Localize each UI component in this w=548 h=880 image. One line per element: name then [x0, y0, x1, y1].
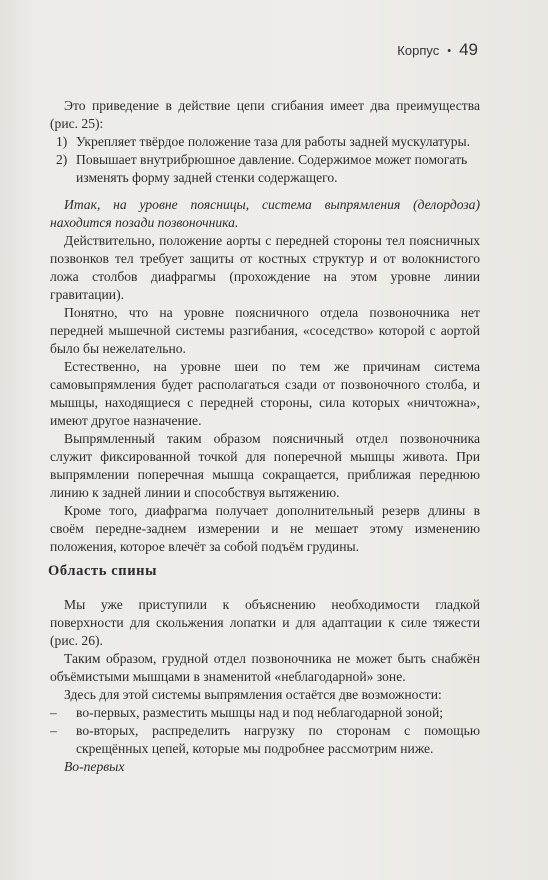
italic-tail: Во-первых	[64, 759, 125, 774]
dash-mark: –	[50, 723, 57, 738]
paragraph: Это приведение в действие цепи сгибания имеет два преимущества (рис. 25):	[50, 98, 480, 131]
paragraph: Понятно, что на уровне поясничного отдела позвоночника нет передней мышечной системы разгибания, «соседство» которой с аортой было бы нежелательно.	[50, 305, 480, 356]
dash-mark: –	[50, 705, 57, 720]
dash-item	[50, 704, 480, 722]
paragraph: Здесь для этой системы выпрямления остаётся две возможности:	[64, 687, 442, 702]
item-text: во-первых, разместить мышцы над и под неблагодарной зоной;	[76, 705, 444, 720]
item-text: во-вторых, распределить нагрузку по сторонам с помощью скрещённых цепей, которые мы подробнее рассмотрим ниже.	[76, 723, 480, 756]
paragraph: Выпрямленный таким образом поясничный отдел позвоночника служит фиксированной точкой для поперечной мышцы живота. При выпрямлении поперечная мышца сокращается, приближая переднюю линию к задней линии и способствуя вытяжению.	[50, 431, 480, 500]
header-bullet: •	[447, 45, 452, 57]
item-number: 1)	[56, 134, 68, 149]
dash-item	[50, 722, 480, 758]
italic-lead: Итак, на уровне поясницы, система выпрямления (делордоза) находится позади позвоночника.	[50, 197, 480, 230]
paragraph: Кроме того, диафрагма получает дополнительный резерв длины в своём передне-заднем измерении и не мешает этому изменению положения, которое влечёт за собой подъём грудины.	[50, 503, 480, 554]
item-text: Укрепляет твёрдое положение таза для работы задней мускулатуры.	[76, 134, 471, 149]
item-number: 2)	[56, 152, 68, 167]
paragraph: Мы уже приступили к объяснению необходимости гладкой поверхности для скольжения лопатки и для адаптации к силе тяжести (рис. 26).	[50, 597, 480, 648]
page-number: 49	[459, 40, 478, 59]
numbered-item	[50, 133, 480, 151]
paragraph: Естественно, на уровне шеи по тем же причинам система самовыпрямления будет располагаться сзади от позвоночного столба, и мышцы, находящиеся с передней стороны, сила которых «ничтожна», имеют другое назначение.	[50, 359, 480, 428]
paragraph: Таким образом, грудной отдел позвоночника не может быть снабжён объёмистыми мышцами в знаменитой «неблагодарной» зоне.	[50, 651, 480, 684]
section-heading: Область спины	[48, 563, 158, 579]
text-block-bottom	[50, 596, 480, 776]
text-block-top	[50, 97, 480, 556]
numbered-item	[50, 151, 480, 187]
running-header	[397, 40, 478, 60]
item-text: Повышает внутрибрюшное давление. Содержимое может помогать изменять форму задней стенки содержащего.	[76, 152, 468, 185]
running-title: Корпус	[397, 43, 440, 58]
paragraph: Действительно, положение аорты с передней стороны тел поясничных позвонков тел требует защиты от костных структур и от волокнистого ложа столбов диафрагмы (прохождение на этом уровне линии гравитации).	[50, 233, 480, 302]
